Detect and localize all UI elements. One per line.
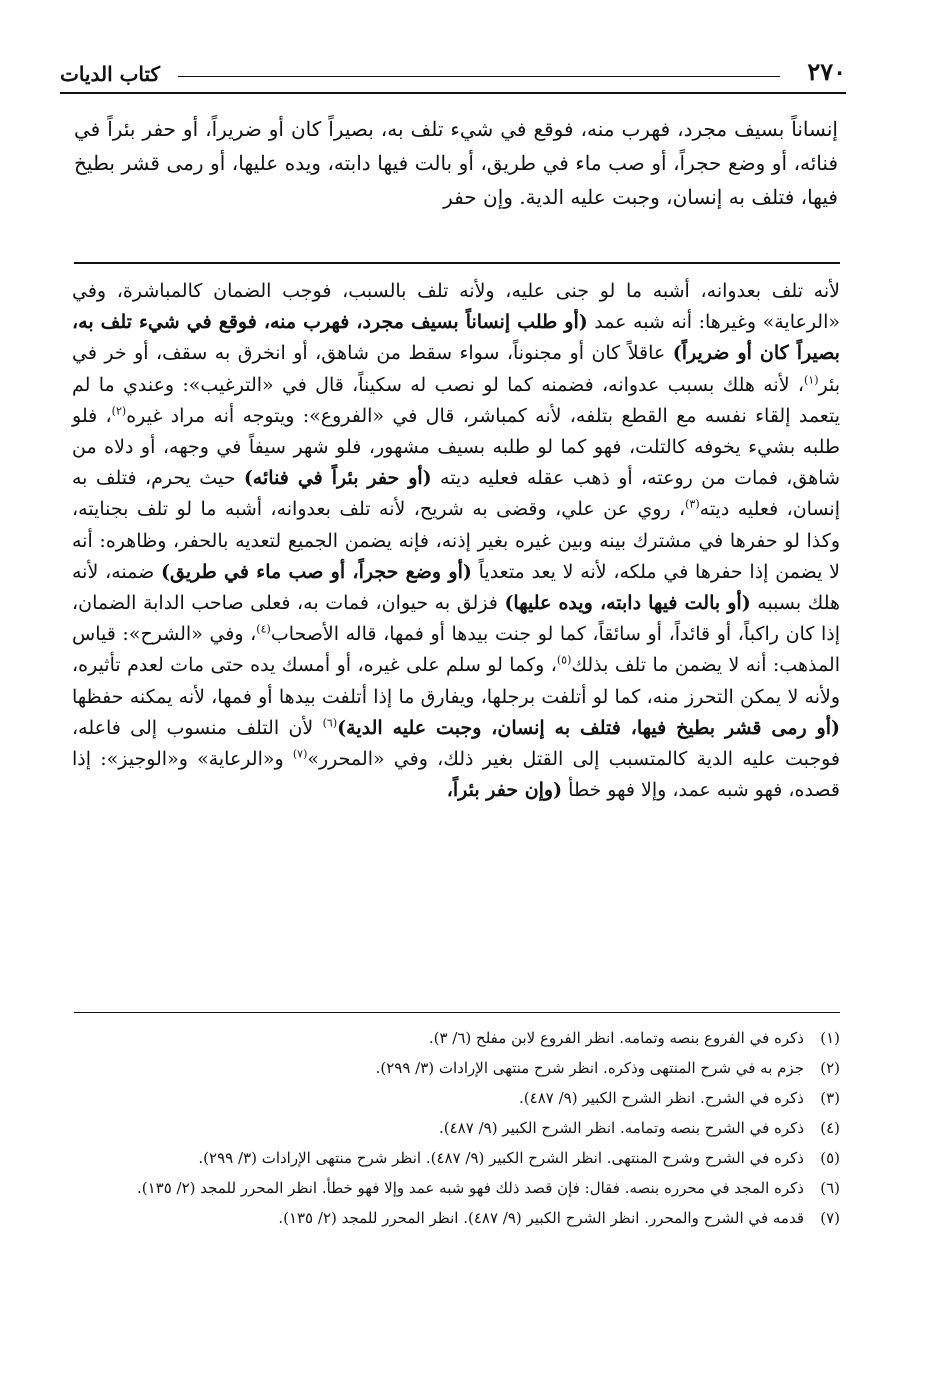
sharh-segment: و«الرعاية» و«الوجيز»: إذا قصده، فهو شبه عمد، وإلا فهو خطأ (72, 748, 840, 802)
sharh-segment: ، وفي «الشرح»: قياس المذهب: أنه لا يضمن ما تلف بذلك (72, 623, 841, 677)
sharh-segment: لأن التلف منسوب إلى فاعله، فوجبت عليه الدية كالمتسبب إلى القتل بغير ذلك، وفي «المحرر» (72, 716, 840, 771)
footnotes (70, 1026, 840, 1236)
footnote-text: ذكره المجد في محرره بنصه. فقال: فإن قصد ذلك فهو شبه عمد وإلا فهو خطأ. انظر المحرر للمجد (٢/ ١٣٥). (136, 1179, 804, 1197)
footnote-text: جزم به في شرح المنتهى وذكره. انظر شرح منتهى الإرادات (٣/ ٢٩٩). (375, 1059, 804, 1077)
header-rule (60, 92, 846, 94)
section-divider (74, 262, 840, 264)
sharh-segment: لأنه تلف بعدوانه، أشبه ما لو جنى عليه، ولأنه تلف بالسبب، فوجب الضمان كالمباشرة، وفي «الرعاية» وغيرها: أنه شبه عمد (72, 280, 840, 334)
footnote-ref: (٣) (685, 498, 700, 512)
footnote-text: ذكره في الشرح بنصه وتمامه. انظر الشرح الكبير (٩/ ٤٨٧). (439, 1119, 804, 1137)
footnote-ref: (١) (803, 373, 819, 387)
footnote-number: (٥) (820, 1149, 840, 1167)
sharh-segment: حيث يحرم، فتلف به إنسان، فعليه ديته (72, 467, 840, 521)
footnote-item (70, 1116, 840, 1140)
footnote-number: (٦) (820, 1179, 840, 1197)
matn-quote: (أو رمى قشر بطيخ فيها، فتلف به إنسان، وجبت عليه الدية) (337, 716, 840, 739)
matn-text (74, 112, 838, 214)
sharh-segment: ، فلو طلبه بشيء يخوفه كالتلت، فهو كما لو طلبه بسيف مشهور، فلو شهر سيفاً في وجهه، أو دلاه من شاهق، فمات من روعته، أو ذهب عقله فعليه ديته (72, 404, 840, 490)
footnote-item (70, 1056, 840, 1080)
footnote-number: (٧) (820, 1209, 840, 1227)
sharh-segment: ، وكما لو سلم على غيره، أو أمسك يده حتى مات لعدم تأثيره، ولأنه لا يمكن التحرز منه، كما لو أتلفت برجلها، ويفارق ما إذا أتلفت بيدها أو فمها، لأنه يمكنه حفظها (72, 654, 840, 708)
matn-quote: (أو بالت فيها دابته، ويده عليها) (504, 592, 751, 615)
sharh-segment: ، لأنه هلك بسبب عدوانه، فضمنه كما لو نصب له سكيناً، قال في «الترغيب»: وعندي ما لم يتعمد إلقاء نفسه مع القطع بتلفه، لأنه كمباشر، قال في «الفروع»: ويتوجه أنه مراد غيره (72, 373, 840, 427)
page-header (60, 58, 846, 96)
book-title: كتاب الديات (60, 62, 161, 86)
footnote-ref: (٧) (292, 747, 308, 761)
sharh-segment: ضمنه، لأنه هلك بسببه (72, 560, 841, 615)
footnote-text: ذكره في الشرح. انظر الشرح الكبير (٩/ ٤٨٧). (519, 1089, 804, 1107)
matn-quote: (أو وضع حجراً، أو صب ماء في طريق) (161, 560, 472, 583)
footnote-item (70, 1146, 840, 1170)
footnote-item (70, 1086, 840, 1110)
page-number: ٢٧٠ (807, 57, 846, 86)
matn-paragraph: إنساناً بسيف مجرد، فهرب منه، فوقع في شيء تلف به، بصيراً كان أو ضريراً، أو حفر بئراً في فنائه، أو وضع حجراً، أو صب ماء في طريق، أو بالت فيها دابته، ويده عليها، أو رمى قشر بطيخ فيها، فتلف به إنسان، وجبت عليه الدية. وإن حفر (74, 117, 838, 209)
header-line (178, 76, 780, 77)
matn-quote: (أو طلب إنساناً بسيف مجرد، فهرب منه، فوقع في شيء تلف به، بصيراً كان أو ضريراً) (72, 311, 840, 365)
sharh-text (72, 276, 840, 806)
footnote-ref: (٢) (111, 404, 127, 418)
footnote-number: (٢) (820, 1059, 840, 1077)
sharh-segment: عاقلاً كان أو مجنوناً، سواء سقط من شاهق، أو انخرق به سقف، أو خر في بئر (72, 342, 840, 396)
footnote-number: (٣) (820, 1089, 840, 1107)
footnote-ref: (٥) (556, 654, 572, 668)
footnote-ref: (٦) (322, 716, 338, 730)
footnote-ref: (٤) (256, 622, 271, 636)
footnote-number: (١) (820, 1029, 840, 1047)
matn-quote: (أو حفر بئراً في فنائه) (243, 467, 432, 490)
footnote-text: ذكره في الشرح وشرح المنتهى. انظر الشرح الكبير (٩/ ٤٨٧). انظر شرح منتهى الإرادات (٣/ ٢٩٩). (198, 1149, 804, 1167)
footnote-item (70, 1176, 840, 1200)
sharh-segment: فزلق به حيوان، فمات به، فعلى صاحب الدابة الضمان، إذا كان راكباً، أو قائداً، أو سائقاً، كما لو جنت بيدها أو فمها، قاله الأصحاب (72, 592, 840, 646)
footnote-item (70, 1206, 840, 1230)
sharh-segment: ، روي عن علي، وقضى به شريح، لأنه تلف بعدوانه، أشبه ما لو تلف بجنايته، وكذا لو حفرها في مشترك بينه وبين غيره بغير إذنه، فإنه يضمن الجميع لتعديه بالحفر، وظاهره: أنه لا يضمن إذا حفرها في ملكه، لأنه لا يعد متعدياً (72, 498, 840, 583)
matn-quote: (وإن حفر بئراً، (446, 779, 563, 802)
footnote-text: قدمه في الشرح والمحرر. انظر الشرح الكبير (٩/ ٤٨٧). انظر المحرر للمجد (٢/ ١٣٥). (278, 1209, 804, 1227)
footnote-item (70, 1026, 840, 1050)
footnote-number: (٤) (820, 1119, 840, 1137)
footnote-divider (74, 1012, 840, 1013)
footnote-text: ذكره في الفروع بنصه وتمامه. انظر الفروع لابن مفلح (٦/ ٣). (428, 1029, 804, 1047)
sharh-paragraph (72, 276, 840, 806)
